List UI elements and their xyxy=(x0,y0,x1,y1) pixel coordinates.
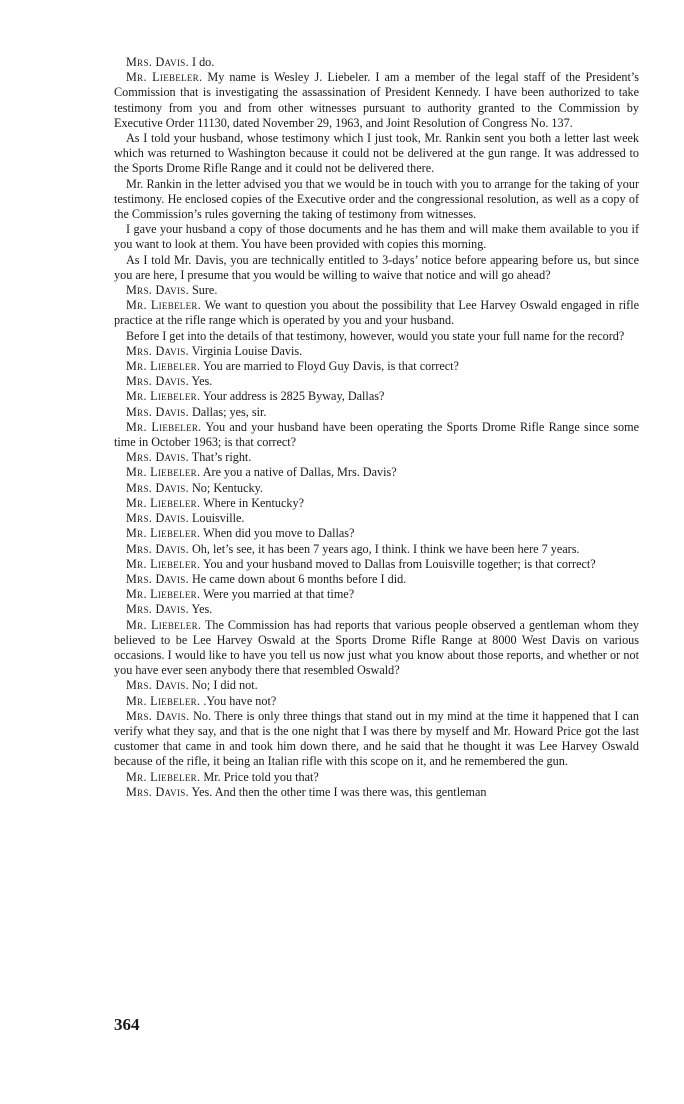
paragraph-text: As I told Mr. Davis, you are technically entitled to 3-days’ notice before appearing before us, but since you are here, I presume that you would be willing to waive that notice and will go ahead? xyxy=(114,252,639,282)
paragraph-text: No; Kentucky. xyxy=(191,480,263,495)
paragraph-text: We want to question you about the possibility that Lee Harvey Oswald engaged in rifle practice at the rifle range which is operated by you and your husband. xyxy=(114,298,640,328)
paragraph-text: Virginia Louise Davis. xyxy=(191,343,303,358)
transcript-paragraph xyxy=(114,450,639,465)
speaker-label: Mrs. Davis. xyxy=(126,343,189,358)
paragraph-text: Your address is 2825 Byway, Dallas? xyxy=(202,389,385,404)
transcript-paragraph xyxy=(114,389,639,404)
transcript-paragraph xyxy=(114,678,639,693)
paragraph-text: Are you a native of Dallas, Mrs. Davis? xyxy=(202,465,397,480)
transcript-paragraph xyxy=(114,511,639,526)
paragraph-text: My name is Wesley J. Liebeler. I am a member of the legal staff of the President’s Commission that is investigating the assassination of President Kennedy. I have been authorized to take testimony from you and from other witnesses pursuant to authority granted to the Commission by Executive Order 11130, dated November 29, 1963, and Joint Resolution of Congress No. 137. xyxy=(114,70,640,130)
speaker-label: Mr. Liebeler. xyxy=(126,617,202,632)
paragraph-text: Yes. xyxy=(191,602,213,617)
transcript-paragraph xyxy=(114,602,639,617)
paragraph-text: No; I did not. xyxy=(191,678,258,693)
speaker-label: Mrs. Davis. xyxy=(126,283,189,298)
paragraph-text: The Commission has had reports that various people observed a gentleman whom they believed to be Lee Harvey Oswald at the Sports Drome Rifle Range at 8000 West Davis on various occasions. I would like to have you tell us now just what you know about those reports, and whether or not you have ever seen anybody there that resembled Oswald? xyxy=(114,617,639,678)
speaker-label: Mr. Liebeler. xyxy=(126,465,201,480)
transcript-paragraph xyxy=(114,709,639,770)
transcript-paragraph xyxy=(114,405,639,420)
speaker-label: Mrs. Davis. xyxy=(126,450,189,465)
paragraph-text: Dallas; yes, sir. xyxy=(191,404,267,419)
speaker-label: Mrs. Davis. xyxy=(126,404,189,419)
paragraph-text: No. There is only three things that stand out in my mind at the time it happened that I can verify what they say, and that is the one night that I was there by myself and Mr. Howard Price got the last customer that came in and took him down there, and he said that he thought it was Lee Harvey Oswald because of the rifle, it being an Italian rifle with this scope on it, and he remembered the gun. xyxy=(114,708,639,769)
transcript-paragraph xyxy=(114,618,639,679)
transcript-paragraph xyxy=(114,359,639,374)
transcript-paragraph xyxy=(114,131,639,177)
paragraph-text: Mr. Price told you that? xyxy=(203,769,319,784)
transcript-paragraph xyxy=(114,542,639,557)
speaker-label: Mr. Liebeler. xyxy=(126,298,202,313)
paragraph-text: I gave your husband a copy of those documents and he has them and will make them available to you if you want to look at them. You have been provided with copies this morning. xyxy=(114,222,639,252)
transcript-paragraph xyxy=(114,222,639,252)
transcript-paragraph xyxy=(114,770,639,785)
transcript-paragraph xyxy=(114,177,639,223)
paragraph-text: That’s right. xyxy=(191,450,252,465)
transcript-paragraph xyxy=(114,465,639,480)
paragraph-text: When did you move to Dallas? xyxy=(203,526,355,541)
transcript-paragraph xyxy=(114,587,639,602)
speaker-label: Mr. Liebeler. xyxy=(126,556,201,571)
speaker-label: Mr. Liebeler. xyxy=(126,495,201,510)
paragraph-text: Were you married at that time? xyxy=(203,587,355,602)
speaker-label: Mr. Liebeler. xyxy=(126,587,201,602)
speaker-label: Mrs. Davis. xyxy=(126,541,189,556)
speaker-label: Mrs. Davis. xyxy=(126,678,189,693)
transcript-paragraph xyxy=(114,496,639,511)
paragraph-text: .You have not? xyxy=(203,693,277,708)
paragraph-text: As I told your husband, whose testimony which I just took, Mr. Rankin sent you both a letter last week which was returned to Washington because it could not be delivered at the gun range. It was addressed to the Sports Drome Rifle Range and it could not be delivered there. xyxy=(114,131,639,176)
speaker-label: Mrs. Davis. xyxy=(126,55,189,69)
transcript-paragraph xyxy=(114,329,639,344)
transcript-paragraph xyxy=(114,55,639,70)
speaker-label: Mrs. Davis. xyxy=(126,571,189,586)
paragraph-text: Louisville. xyxy=(191,511,245,526)
transcript-paragraph xyxy=(114,526,639,541)
speaker-label: Mr. Liebeler. xyxy=(126,693,201,708)
page-number: 364 xyxy=(114,1015,140,1034)
transcript-paragraph xyxy=(114,374,639,389)
paragraph-text: Yes. And then the other time I was there was, this gentleman xyxy=(191,784,487,799)
transcript-paragraph xyxy=(114,557,639,572)
paragraph-text: Sure. xyxy=(191,283,218,298)
paragraph-text: You are married to Floyd Guy Davis, is that correct? xyxy=(202,359,459,374)
paragraph-text: I do. xyxy=(191,55,215,69)
paragraph-text: You and your husband moved to Dallas from Louisville together; is that correct? xyxy=(202,556,596,571)
paragraph-text: You and your husband have been operating the Sports Drome Rifle Range since some time in October 1963; is that correct? xyxy=(114,419,639,450)
speaker-label: Mr. Liebeler. xyxy=(126,70,203,85)
speaker-label: Mr. Liebeler. xyxy=(126,359,201,374)
transcript-paragraph xyxy=(114,70,639,131)
paragraph-text: He came down about 6 months before I did. xyxy=(191,571,407,586)
transcript-paragraph xyxy=(114,694,639,709)
speaker-label: Mrs. Davis. xyxy=(126,784,189,799)
transcript-body xyxy=(114,55,639,800)
paragraph-text: Where in Kentucky? xyxy=(203,495,304,510)
speaker-label: Mrs. Davis. xyxy=(126,480,189,495)
speaker-label: Mr. Liebeler. xyxy=(126,389,201,404)
speaker-label: Mr. Liebeler. xyxy=(126,526,201,541)
transcript-paragraph xyxy=(114,344,639,359)
transcript-paragraph xyxy=(114,283,639,298)
speaker-label: Mrs. Davis. xyxy=(126,602,189,617)
speaker-label: Mrs. Davis. xyxy=(126,708,190,723)
transcript-paragraph xyxy=(114,298,639,328)
speaker-label: Mr. Liebeler. xyxy=(126,769,201,784)
transcript-paragraph xyxy=(114,253,639,283)
speaker-label: Mrs. Davis. xyxy=(126,511,189,526)
transcript-paragraph xyxy=(114,572,639,587)
paragraph-text: Oh, let’s see, it has been 7 years ago, I think. I think we have been here 7 years. xyxy=(191,541,580,556)
speaker-label: Mr. Liebeler. xyxy=(126,419,202,434)
paragraph-text: Before I get into the details of that testimony, however, would you state your full name for the record? xyxy=(126,328,625,343)
speaker-label: Mrs. Davis. xyxy=(126,374,189,389)
transcript-paragraph xyxy=(114,481,639,496)
transcript-paragraph xyxy=(114,785,639,800)
paragraph-text: Mr. Rankin in the letter advised you that we would be in touch with you to arrange for the taking of your testimony. He enclosed copies of the Executive order and the congressional resolution, as well as a copy of the Commission’s rules governing the taking of testimony from witnesses. xyxy=(114,176,639,222)
paragraph-text: Yes. xyxy=(191,374,213,389)
transcript-paragraph xyxy=(114,420,639,450)
